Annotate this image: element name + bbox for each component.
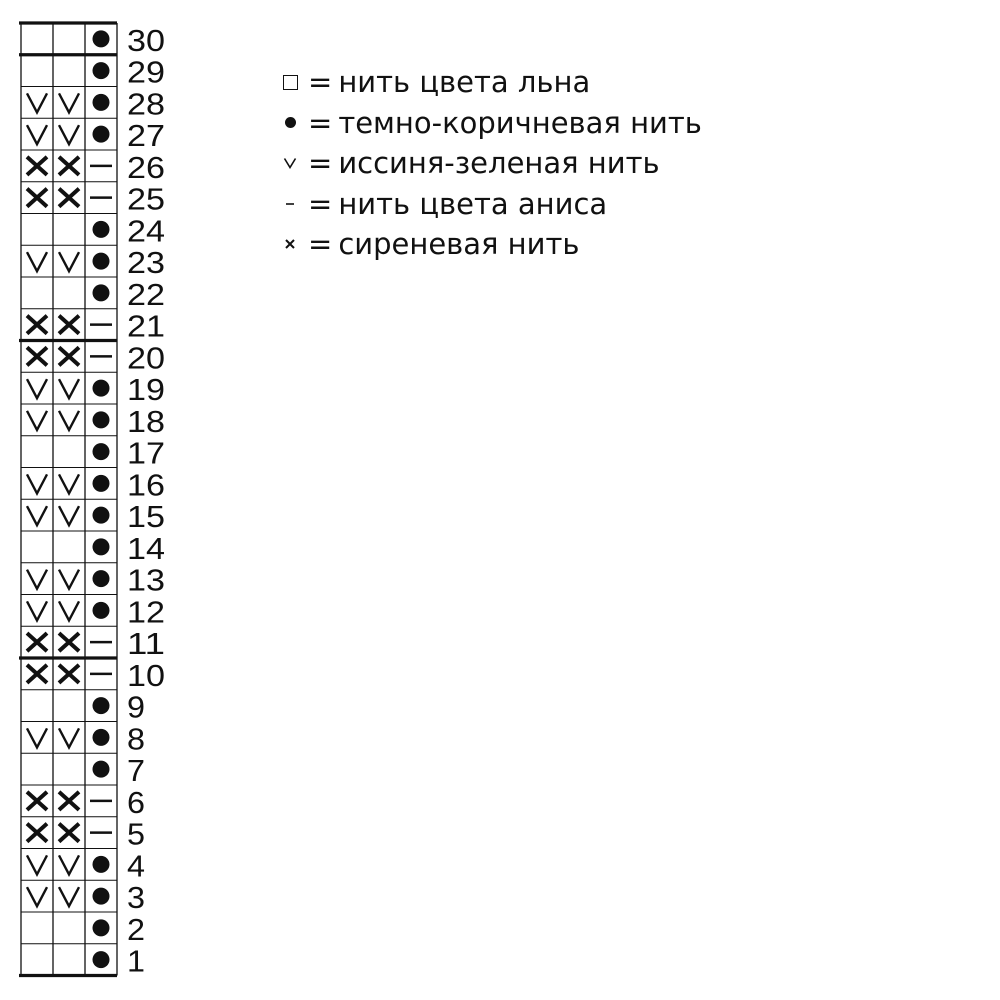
cell-dot bbox=[93, 475, 110, 492]
dot-icon bbox=[278, 117, 302, 128]
row-number: 17 bbox=[127, 435, 165, 471]
row-number: 9 bbox=[127, 689, 145, 725]
row-number: 22 bbox=[127, 276, 165, 312]
cell-dot bbox=[93, 729, 110, 746]
cell-dot bbox=[93, 284, 110, 301]
cell-dot bbox=[93, 507, 110, 524]
legend-label: нить цвета льна bbox=[338, 65, 591, 100]
legend-equals: = bbox=[308, 105, 333, 140]
dash-icon bbox=[278, 198, 302, 210]
row-number: 19 bbox=[127, 372, 165, 408]
cell-dot bbox=[93, 951, 110, 968]
cell-v-mark bbox=[27, 474, 47, 493]
cell-cross bbox=[27, 792, 47, 810]
legend-equals: = bbox=[308, 227, 333, 262]
cell-dot bbox=[93, 380, 110, 397]
legend-equals: = bbox=[308, 186, 333, 221]
cell-v-mark bbox=[59, 379, 79, 398]
cell-v-mark bbox=[59, 601, 79, 620]
cell-cross bbox=[27, 316, 47, 334]
knitting-chart bbox=[0, 0, 200, 1000]
cell-v-mark bbox=[27, 728, 47, 747]
cell-cross bbox=[27, 157, 47, 175]
cell-dot bbox=[93, 221, 110, 238]
cell-dot bbox=[93, 602, 110, 619]
cell-v-mark bbox=[27, 506, 47, 525]
legend-equals: = bbox=[308, 65, 333, 100]
legend-item-anise bbox=[278, 184, 702, 225]
cell-v-mark bbox=[59, 93, 79, 112]
row-number: 13 bbox=[127, 562, 165, 598]
cell-cross bbox=[27, 189, 47, 207]
row-number: 5 bbox=[127, 816, 145, 852]
cell-v-mark bbox=[59, 887, 79, 906]
legend-item-blue-green bbox=[278, 143, 702, 184]
cell-cross bbox=[59, 157, 79, 175]
legend-item-lilac bbox=[278, 224, 702, 265]
legend-label: нить цвета аниса bbox=[338, 186, 608, 221]
cell-v-mark bbox=[27, 125, 47, 144]
cell-v-mark bbox=[27, 855, 47, 874]
cell-cross bbox=[27, 665, 47, 683]
row-number: 7 bbox=[127, 753, 145, 789]
cell-v-mark bbox=[59, 570, 79, 589]
row-number: 14 bbox=[127, 530, 165, 566]
cell-cross bbox=[27, 824, 47, 842]
row-number: 11 bbox=[127, 626, 165, 662]
cell-dot bbox=[93, 411, 110, 428]
cell-dot bbox=[93, 697, 110, 714]
cell-v-mark bbox=[27, 570, 47, 589]
cell-v-mark bbox=[27, 379, 47, 398]
cell-dot bbox=[93, 30, 110, 47]
legend-item-linen bbox=[278, 62, 702, 103]
cell-dot bbox=[93, 253, 110, 270]
cell-v-mark bbox=[27, 887, 47, 906]
empty-box-icon bbox=[278, 75, 302, 90]
cell-dot bbox=[93, 570, 110, 587]
row-number: 3 bbox=[127, 880, 145, 916]
cell-cross bbox=[27, 347, 47, 365]
row-number: 28 bbox=[127, 86, 165, 122]
row-number: 21 bbox=[127, 308, 165, 344]
cell-dot bbox=[93, 538, 110, 555]
cell-dot bbox=[93, 761, 110, 778]
legend-label: иссиня-зеленая нить bbox=[338, 146, 660, 181]
cell-cross bbox=[59, 665, 79, 683]
row-number: 27 bbox=[127, 118, 165, 154]
cell-v-mark bbox=[59, 506, 79, 525]
row-number: 1 bbox=[127, 943, 145, 979]
cell-v-mark bbox=[27, 411, 47, 430]
cell-v-mark bbox=[59, 728, 79, 747]
legend bbox=[278, 62, 702, 265]
cell-cross bbox=[27, 633, 47, 651]
row-number: 15 bbox=[127, 499, 165, 535]
row-number: 10 bbox=[127, 657, 165, 693]
cell-cross bbox=[59, 792, 79, 810]
cell-dot bbox=[93, 888, 110, 905]
row-number: 2 bbox=[127, 911, 145, 947]
cell-v-mark bbox=[59, 125, 79, 144]
cell-v-mark bbox=[59, 411, 79, 430]
cell-v-mark bbox=[59, 474, 79, 493]
cell-dot bbox=[93, 443, 110, 460]
cell-cross bbox=[59, 824, 79, 842]
cell-cross bbox=[59, 189, 79, 207]
row-number: 23 bbox=[127, 245, 165, 281]
cell-v-mark bbox=[27, 601, 47, 620]
cell-cross bbox=[59, 316, 79, 334]
row-number: 18 bbox=[127, 403, 165, 439]
row-number: 26 bbox=[127, 149, 165, 185]
legend-item-dark-brown bbox=[278, 103, 702, 144]
cell-cross bbox=[59, 347, 79, 365]
legend-equals: = bbox=[308, 146, 333, 181]
cell-v-mark bbox=[59, 855, 79, 874]
cross-icon bbox=[278, 238, 302, 250]
v-mark-icon bbox=[278, 157, 302, 169]
cell-cross bbox=[59, 633, 79, 651]
cell-dot bbox=[93, 62, 110, 79]
row-number: 4 bbox=[127, 848, 145, 884]
cell-v-mark bbox=[59, 252, 79, 271]
row-number: 29 bbox=[127, 54, 165, 90]
row-number: 6 bbox=[127, 784, 145, 820]
row-number: 8 bbox=[127, 721, 145, 757]
cell-dot bbox=[93, 919, 110, 936]
cell-dot bbox=[93, 856, 110, 873]
row-number: 12 bbox=[127, 594, 165, 630]
cell-dot bbox=[93, 94, 110, 111]
cell-v-mark bbox=[27, 93, 47, 112]
row-number: 25 bbox=[127, 181, 165, 217]
row-number: 30 bbox=[127, 22, 165, 58]
legend-label: сиреневая нить bbox=[338, 227, 580, 262]
cell-v-mark bbox=[27, 252, 47, 271]
row-number: 16 bbox=[127, 467, 165, 503]
row-number: 24 bbox=[127, 213, 165, 249]
legend-label: темно-коричневая нить bbox=[338, 105, 702, 140]
cell-dot bbox=[93, 126, 110, 143]
row-number: 20 bbox=[127, 340, 165, 376]
